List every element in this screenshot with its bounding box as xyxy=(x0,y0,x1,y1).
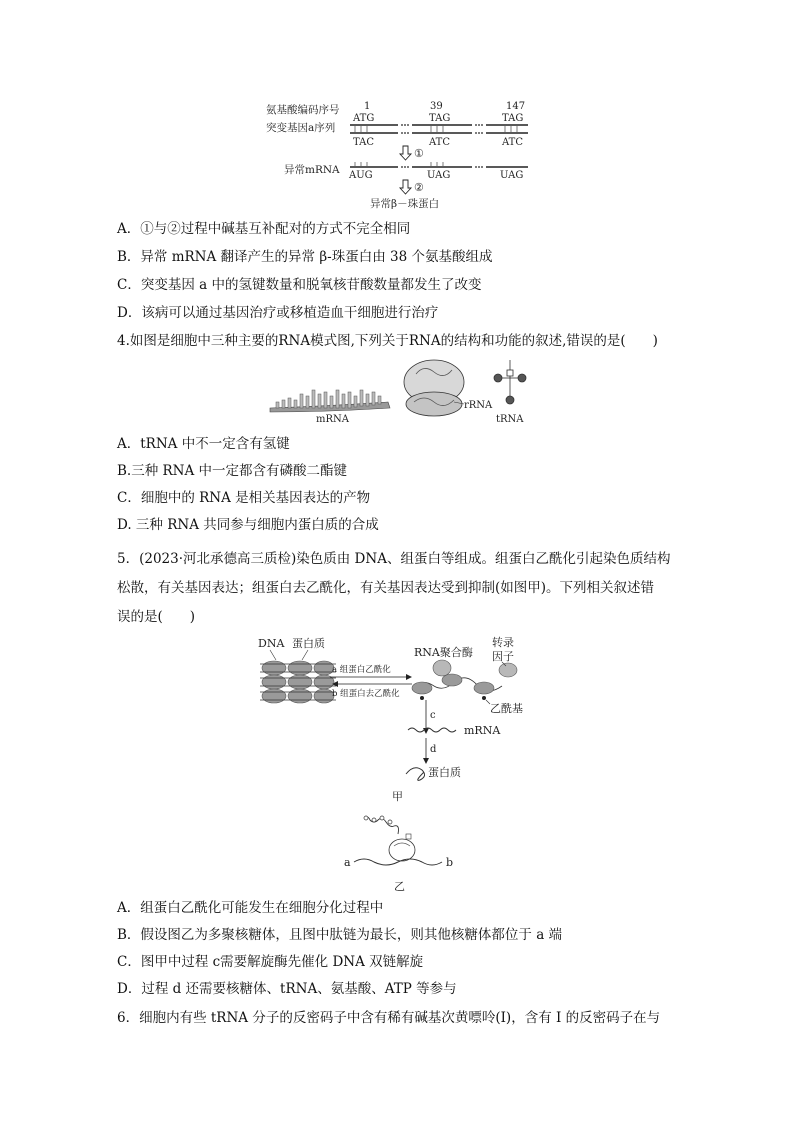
base-pair-ticks xyxy=(355,126,517,132)
abnormal-mrna-label: 异常mRNA xyxy=(284,164,340,176)
end-b-label: b xyxy=(446,856,454,869)
dna-double-strand xyxy=(350,125,528,133)
rna-polymerase-label: RNA聚合酶 xyxy=(414,646,473,659)
q5-option-d: D．过程 d 还需要核糖体、tRNA、氨基酸、ATP 等参与 xyxy=(117,981,457,997)
transcription-factor-label-1: 转录 xyxy=(492,636,514,649)
q4-option-a: A．tRNA 中不一定含有氢键 xyxy=(117,436,290,452)
codon-position-39: 39 xyxy=(430,101,443,112)
acetyl-label: 乙酰基 xyxy=(490,702,523,715)
q5-option-a: A．组蛋白乙酰化可能发生在细胞分化过程中 xyxy=(117,900,384,916)
q4-option-d: D. 三种 RNA 共同参与细胞内蛋白质的合成 xyxy=(117,517,379,533)
rrna-label: rRNA xyxy=(464,400,493,411)
q3-option-b: B．异常 mRNA 翻译产生的异常 β-珠蛋白由 38 个氨基酸组成 xyxy=(117,249,493,265)
rna-types-figure xyxy=(268,356,534,430)
bottom-codon-3: ATC xyxy=(502,137,523,148)
bottom-codon-1: TAC xyxy=(353,137,374,148)
q5-stem-line-1: 5．(2023·河北承德高三质检)染色质由 DNA、组蛋白等组成。组蛋白乙酰化引起染色质结构 xyxy=(117,551,671,567)
arrow-d-head-icon xyxy=(423,758,429,764)
top-codon-3: TAG xyxy=(502,113,524,124)
step-2-marker: ② xyxy=(414,181,424,194)
condensed-chromatin xyxy=(262,661,334,703)
translation-arrow-icon xyxy=(400,180,411,194)
ribosome-yi xyxy=(389,834,415,861)
dna-pointer xyxy=(270,650,276,660)
q3-option-c: C．突变基因 a 中的氢键数量和脱氧核苷酸数量都发生了改变 xyxy=(117,277,482,293)
bottom-codon-2: ATC xyxy=(429,137,450,148)
arrow-b-label: b 组蛋白去乙酰化 xyxy=(332,689,400,699)
q5-option-b: B．假设图乙为多聚核糖体，且图中肽链为最长，则其他核糖体都位于 a 端 xyxy=(117,927,563,943)
trna-label: tRNA xyxy=(496,414,524,425)
abnormal-globin-label: 异常β－珠蛋白 xyxy=(370,198,440,210)
q5-stem-line-3: 误的是( ) xyxy=(117,609,196,625)
dna-label: DNA xyxy=(258,637,285,650)
transcription-factor-label-2: 因子 xyxy=(492,650,514,663)
step-d-label: d xyxy=(430,744,437,755)
mutation-sequence-figure xyxy=(262,96,538,212)
top-codon-2: TAG xyxy=(429,113,451,124)
trna-model xyxy=(494,360,526,404)
mrna-product-label: mRNA xyxy=(464,724,501,737)
mrna-codon-2: UAG xyxy=(427,170,451,181)
codon-position-1: 1 xyxy=(364,101,371,112)
mrna-codon-1: AUG xyxy=(349,170,373,181)
top-codon-1: ATG xyxy=(353,113,375,124)
code-number-label: 氨基酸编码序号 xyxy=(266,104,340,116)
codon-position-147: 147 xyxy=(506,101,526,112)
figure-yi-caption: 乙 xyxy=(394,880,405,893)
arrow-a-label: a 组蛋白乙酰化 xyxy=(332,665,391,675)
step-c-label: c xyxy=(430,710,436,721)
q4-option-c: C．细胞中的 RNA 是相关基因表达的产物 xyxy=(117,490,371,506)
mrna-codon-3: UAG xyxy=(500,170,524,181)
figure-jia-caption: 甲 xyxy=(392,790,403,803)
mutant-gene-label: 突变基因a序列 xyxy=(266,122,336,134)
protein-label: 蛋白质 xyxy=(292,637,325,650)
ribosome-model xyxy=(404,360,464,416)
q6-stem-line-1: 6．细胞内有些 tRNA 分子的反密码子中含有稀有碱基次黄嘌呤(I)，含有 I 的反密码子在与 xyxy=(117,1010,661,1026)
mrna-label: mRNA xyxy=(316,414,349,425)
arrow-a-head-icon xyxy=(406,674,412,680)
end-a-label: a xyxy=(344,856,351,869)
q5-option-c: C．图甲中过程 c需要解旋酶先催化 DNA 双链解旋 xyxy=(117,954,424,970)
step-1-marker: ① xyxy=(414,147,424,160)
q3-option-d: D．该病可以通过基因治疗或移植造血干细胞进行治疗 xyxy=(117,305,439,321)
q3-option-a: A．①与②过程中碱基互补配对的方式不完全相同 xyxy=(117,221,411,237)
q4-option-b: B.三种 RNA 中一定都含有磷酸二酯键 xyxy=(117,463,348,479)
mrna-model xyxy=(270,390,390,412)
q4-stem: 4.如图是细胞中三种主要的RNA模式图,下列关于RNA的结构和功能的叙述,错误的是( ) xyxy=(117,333,658,349)
mrna-base-ticks xyxy=(355,162,443,166)
open-chromatin xyxy=(412,660,517,700)
mrna-wave xyxy=(408,728,456,732)
protein-product-label: 蛋白质 xyxy=(428,766,461,779)
protein-chain xyxy=(406,768,425,781)
protein-pointer xyxy=(302,650,308,660)
figure-yi xyxy=(340,812,460,894)
figure-jia xyxy=(256,630,526,808)
q5-stem-line-2: 松散，有关基因表达；组蛋白去乙酰化，有关基因表达受到抑制(如图甲)。下列相关叙述错 xyxy=(117,580,655,596)
transcription-arrow-icon xyxy=(400,146,411,160)
